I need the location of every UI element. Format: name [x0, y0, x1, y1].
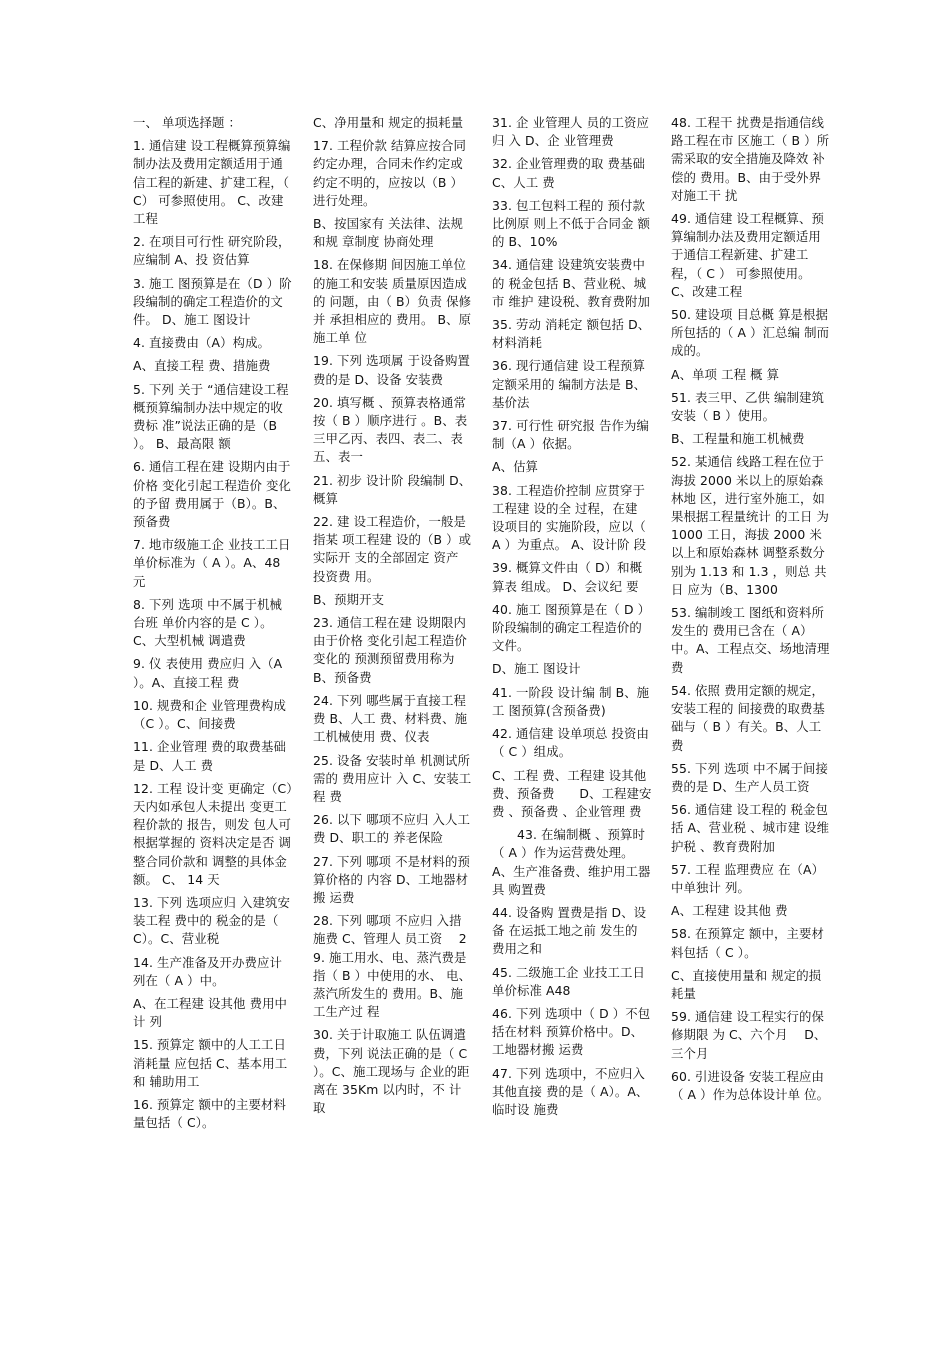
question-22-answer: B、预期开支: [313, 591, 385, 607]
question-42: 42. 通信建 设单项总 投资由（ C ）组成。: [492, 726, 650, 760]
question-40: 40. 施工 图预算是在（ D ）阶段编制的确定工程造价的文件。: [492, 601, 651, 654]
question-13: 13. 下列 选项应归 入建筑安装工程 费中的 税金的是（ C）。C、营业税: [133, 894, 291, 947]
text-column-3: [492, 114, 652, 1124]
question-8: 8. 下列 选项 中不属于机械台班 单价内容的是 C ）。C、大型机械 调遣费: [133, 596, 283, 649]
question-52: 52. 某通信 线路工程在位于海拔 2000 米以上的原始森林地 区，进行室外施工，如果根据工程量统计 的工日 为 1000 工日，海拔 2000 米以上和原始森林 调整系数分别为 1.13 和 1.3 ，则总 共日 应为（B、1300: [671, 454, 829, 597]
text-column-1: [133, 114, 293, 1137]
question-31: 31. 企 业管理人 员的工资应归 入 D、企 业管理费: [492, 115, 650, 149]
text-column-2: [313, 114, 473, 1122]
question-14-answer: A、在工程建 设其他 费用中 计 列: [133, 995, 288, 1030]
section-heading: 一、 单项选择题 ：: [133, 115, 242, 130]
question-6: 6. 通信工程在建 设期内由于价格 变化引起工程造价 变化的予留 费用属于（B）。B、预备费: [133, 459, 291, 530]
question-15: 15. 预算定 额中的人工工日消耗量 应包括 C、基本用工和 辅助用工: [133, 1037, 288, 1089]
question-22: 22. 建 设工程造价，一般是指某 项工程建 设的（B ）或实际开 支的全部固定 资产 投资费 用。: [313, 514, 472, 584]
question-56: 56. 通信建 设工程的 税金包括 A、营业税 、城市建 设维护税 、教育费附加: [671, 802, 830, 854]
question-50-answer: A、单项 工程 概 算: [671, 366, 780, 382]
question-49: 49. 通信建 设工程概算、预算编制办法及费用定额适用于通信工程新建、扩建工程，（ C ） 可参照使用。 C、改建工程: [671, 211, 824, 299]
question-26: 26. 以下 哪项不应归 入人工费 D、职工的 养老保险: [313, 812, 471, 846]
question-28-29: 28. 下列 哪项 不应归 入措施费 C、管理人 员工资 29. 施工用水、电、蒸汽费是指（ B ）中使用的水、 电、蒸汽所发生的 费用。B、施工生产过 程: [313, 913, 472, 1020]
question-17: 17. 工程价款 结算应按合同约定办理，合同未作约定或 约定不明的，应按以（B ）进行处理。: [313, 138, 466, 208]
text-column-4: [671, 114, 831, 1109]
question-51-answer: B、工程量和施工机械费: [671, 431, 805, 447]
question-24: 24. 下列 哪些属于直接工程 费 B、人工 费、材料费、施工机械使用 费、仪表: [313, 692, 468, 745]
question-30: 30. 关于计取施工 队伍调遣费，下列 说法正确的是（ C ）。C、施工现场与 企业的距离在 35Km 以内时，不 计取: [313, 1027, 470, 1116]
question-20: 20. 填写概 、预算表格通常按（ B ）顺序进行 。B、表三甲乙丙、表四、表二、表五、表一: [313, 394, 468, 465]
question-47: 47. 下列 选项中，不应归入其他直接 费的是（ A）。A、临时设 施费: [492, 1065, 649, 1117]
question-41: 41. 一阶段 设计编 制 B、施工 图预算(含预备费): [492, 684, 650, 718]
question-46: 46. 下列 选项中（ D ）不包括在材料 预算价格中。D、工地器材搬 运费: [492, 1005, 651, 1058]
question-12: 12. 工程 设计变 更确定（C）天内如承包人未提出 变更工程价款的 报告，则发 包人可根据掌握的 资料决定是否 调整合同价款和 调整的具体金额。 C、 14 天: [133, 780, 293, 887]
question-3: 3. 施工 图预算是在（D ）阶段编制的确定工程造价的文件。 D、施工 图设计: [133, 275, 292, 328]
question-14: 14. 生产准备及开办费应计 列在（ A ）中。: [133, 954, 282, 988]
question-48: 48. 工程干 扰费是指通信线路工程在市 区施工（ B ）所需采取的安全措施及降效 补偿的 费用。B、由于受外界 对施工干 扰: [671, 115, 830, 203]
question-19: 19. 下列 选项属 于设备购置费的是 D、设备 安装费: [313, 353, 471, 387]
question-50: 50. 建设项 目总概 算是根据所包括的（ A ）汇总编 制而成的。: [671, 307, 830, 359]
question-32: 32. 企业管理费的取 费基础 C、人工 费: [492, 156, 645, 190]
question-54: 54. 依照 费用定额的规定，安装工程的 间接费的取费基础与（ B ）有关。B、人工 费: [671, 682, 825, 753]
question-35: 35. 劳动 消耗定 额包括 D、材料消耗: [492, 317, 651, 351]
question-43: 43. 在编制概 、预算时（ A ）作为运营费处理。 A、生产准备费、维护用工器具 购置费: [492, 827, 651, 897]
question-37-answer: A、估算: [492, 459, 539, 475]
question-57-answer: A、工程建 设其他 费: [671, 903, 788, 919]
question-23: 23. 通信工程在建 设期限内由于价格 变化引起工程造价 变化的 预测预留费用称为 B、预备费: [313, 615, 467, 685]
question-33: 33. 包工包料工程的 预付款比例原 则上不低于合同金 额的 B、10%: [492, 197, 650, 250]
question-18: 18. 在保修期 间因施工单位的施工和安装 质量原因造成的 问题，由（ B）负责 保修并 承担相应的 费用。 B、原施工单 位: [313, 257, 472, 346]
question-58: 58. 在预算定 额中，主要材料包括（ C ）。: [671, 926, 824, 960]
question-4-answer: A、直接工程 费、措施费: [133, 358, 271, 374]
question-5: 5. 下列 关于 “通信建设工程概预算编制办法中规定的收 费标 准”说法正确的是（B ）。 B、最高限 额: [133, 381, 289, 452]
question-17-answer: B、按国家有 关法律、法规和规 章制度 协商处理: [313, 216, 464, 250]
question-34: 34. 通信建 设建筑安装费中的 税金包括 B、营业税、城市 维护 建设税、教育费附加: [492, 257, 650, 309]
question-21: 21. 初步 设计阶 段编制 D、概算: [313, 472, 472, 506]
question-11: 11. 企业管理 费的取费基础是 D、人工 费: [133, 739, 286, 773]
question-57: 57. 工程 监理费应 在（A）中单独计 列。: [671, 861, 825, 895]
question-39: 39. 概算文件由（ D）和概算表 组成。 D、会议纪 要: [492, 560, 643, 594]
question-4: 4. 直接费由（A）构成。: [133, 335, 271, 351]
question-51: 51. 表三甲、乙供 编制建筑安装（ B ）使用。: [671, 389, 824, 424]
question-37: 37. 可行性 研究报 告作为编制（A ）依据。: [492, 418, 650, 452]
question-38: 38. 工程造价控制 应贯穿于工程建 设的全 过程，在建 设项目的 实施阶段，应以（ A ）为重点。 A、设计阶 段: [492, 482, 647, 553]
question-53: 53. 编制竣工 图纸和资料所发生的 费用已含在（ A）中。A、工程点交、场地清理 费: [671, 605, 830, 675]
question-7: 7. 地市级施工企 业技工工日 单价标准为（ A ）。A、48 元: [133, 537, 291, 589]
question-45: 45. 二级施工企 业技工工日 单价标准 A48: [492, 964, 645, 998]
question-60: 60. 引进设备 安装工程应由（ A ）作为总体设计单 位。: [671, 1068, 830, 1102]
question-58-answer: C、直接使用量和 规定的损耗量: [671, 967, 822, 1001]
question-27: 27. 下列 哪项 不是材料的预算价格的 内容 D、工地器材搬 运费: [313, 853, 471, 905]
question-55: 55. 下列 选项 中不属于间接费的是 D、生产人员工资: [671, 760, 829, 794]
question-16-answer: C、净用量和 规定的损耗量: [313, 115, 464, 130]
question-16: 16. 预算定 额中的主要材料量包括（ C）。: [133, 1096, 286, 1131]
question-44: 44. 设备购 置费是指 D、设备 在运抵工地之前 发生的 费用之和: [492, 904, 647, 957]
question-42-answer: C、工程 费、工程建 设其他 费、预备费 D、工程建安 费 、预备费 、企业管理 费: [492, 767, 652, 819]
question-36: 36. 现行通信建 设工程预算定额采用的 编制方法是 B、基价法: [492, 358, 647, 410]
question-25: 25. 设备 安装时单 机测试所需的 费用应计 入 C、安装工程 费: [313, 752, 472, 804]
question-10: 10. 规费和企 业管理费构成（C ）。C、间接费: [133, 697, 286, 732]
question-59: 59. 通信建 设工程实行的保修期限 为 C、六个月 D、三个月: [671, 1009, 827, 1061]
question-2: 2. 在项目可行性 研究阶段， 应编制 A、投 资估算: [133, 234, 291, 268]
question-1: 1. 通信建 设工程概算预算编制办法及费用定额适用于通信工程的新建、扩建工程，（ C） 可参照使用。 C、改建工程: [133, 138, 291, 227]
question-9: 9. 仪 表使用 费应归 入（A ）。A、直接工程 费: [133, 656, 283, 690]
question-40-answer: D、施工 图设计: [492, 661, 581, 677]
